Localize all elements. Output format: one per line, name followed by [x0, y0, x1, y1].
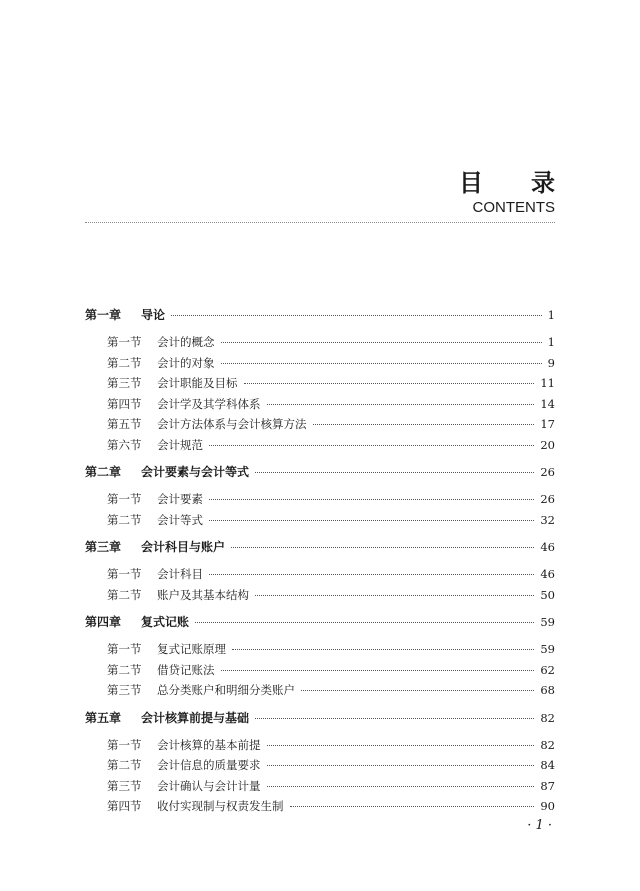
section-page-number: 90 — [540, 799, 555, 813]
leader-dots — [244, 383, 535, 384]
section-title: 会计要素 — [157, 492, 203, 506]
toc-section-entry[interactable] — [85, 373, 555, 394]
section-title: 会计的对象 — [157, 355, 215, 370]
toc-chapter-entry[interactable] — [85, 304, 555, 326]
section-page-number: 84 — [540, 758, 555, 772]
section-page-number: 1 — [547, 335, 555, 349]
toc-chapter-entry[interactable] — [85, 707, 555, 729]
leader-dots — [171, 315, 542, 316]
leader-dots — [267, 404, 535, 405]
toc-header — [459, 168, 567, 218]
section-title: 会计科目 — [157, 567, 203, 581]
leader-dots — [301, 690, 534, 691]
section-page-number: 87 — [540, 778, 555, 793]
section-number: 第三节 — [107, 778, 142, 793]
toc-section-entry[interactable] — [85, 489, 555, 510]
toc-chapter-entry[interactable] — [85, 611, 555, 633]
section-title: 会计核算的基本前提 — [157, 737, 261, 752]
section-title: 会计的概念 — [157, 335, 215, 349]
leader-dots — [267, 765, 535, 766]
page-title: 目 录 — [459, 169, 567, 197]
chapter-page-number: 59 — [540, 615, 555, 629]
section-number: 第六节 — [107, 437, 142, 452]
leader-dots — [209, 574, 534, 575]
section-page-number: 20 — [540, 437, 555, 452]
toc-section-entry[interactable] — [85, 776, 555, 797]
toc-section-entry[interactable] — [85, 796, 555, 817]
toc-section-entry[interactable] — [85, 414, 555, 435]
leader-dots — [209, 499, 534, 500]
toc-section-entry[interactable] — [85, 332, 555, 353]
toc-chapter-entry[interactable] — [85, 461, 555, 483]
section-number: 第四节 — [107, 799, 142, 813]
chapter-page-number: 1 — [547, 308, 555, 322]
leader-dots — [195, 622, 534, 623]
leader-dots — [209, 520, 534, 521]
section-title: 会计确认与会计计量 — [157, 778, 261, 793]
section-title: 会计学及其学科体系 — [157, 396, 261, 411]
section-page-number: 82 — [540, 737, 555, 752]
leader-dots — [255, 718, 534, 719]
toc-section-entry[interactable] — [85, 660, 555, 681]
section-number: 第二节 — [107, 662, 142, 677]
section-page-number: 59 — [540, 642, 555, 656]
chapter-number: 第一章 — [85, 308, 122, 322]
chapter-title: 导论 — [141, 308, 166, 322]
leader-dots — [313, 424, 535, 425]
leader-dots — [267, 786, 535, 787]
leader-dots — [209, 445, 534, 446]
chapter-title: 会计核算前提与基础 — [141, 710, 250, 725]
toc-section-entry[interactable] — [85, 353, 555, 374]
section-title: 借贷记账法 — [157, 662, 215, 677]
leader-dots — [221, 670, 535, 671]
section-page-number: 26 — [540, 492, 555, 506]
chapter-number: 第二章 — [85, 465, 122, 479]
chapter-number: 第三章 — [85, 540, 122, 554]
section-page-number: 50 — [540, 587, 555, 602]
toc-section-entry[interactable] — [85, 755, 555, 776]
section-number: 第二节 — [107, 758, 142, 772]
section-page-number: 11 — [540, 376, 555, 390]
section-title: 账户及其基本结构 — [157, 587, 249, 602]
section-title: 会计信息的质量要求 — [157, 758, 261, 772]
leader-dots — [221, 342, 542, 343]
toc-section-entry[interactable] — [85, 564, 555, 585]
chapter-page-number: 26 — [540, 465, 555, 479]
toc-section-entry[interactable] — [85, 680, 555, 701]
toc-section-entry[interactable] — [85, 585, 555, 606]
chapter-number: 第四章 — [85, 615, 122, 629]
section-number: 第三节 — [107, 376, 142, 390]
title-divider — [85, 222, 555, 223]
chapter-title: 复式记账 — [141, 615, 190, 629]
section-number: 第一节 — [107, 737, 142, 752]
section-number: 第二节 — [107, 512, 142, 527]
leader-dots — [231, 547, 534, 548]
toc-section-entry[interactable] — [85, 510, 555, 531]
section-number: 第二节 — [107, 587, 142, 602]
leader-dots — [232, 649, 534, 650]
section-number: 第三节 — [107, 683, 142, 697]
section-title: 会计职能及目标 — [157, 376, 238, 390]
section-number: 第一节 — [107, 335, 142, 349]
section-number: 第四节 — [107, 396, 142, 411]
section-title: 收付实现制与权责发生制 — [157, 799, 284, 813]
section-page-number: 17 — [540, 417, 555, 431]
section-page-number: 32 — [540, 512, 555, 527]
section-number: 第一节 — [107, 567, 142, 581]
section-title: 会计等式 — [157, 512, 203, 527]
toc-section-entry[interactable] — [85, 394, 555, 415]
toc-section-entry[interactable] — [85, 639, 555, 660]
chapter-page-number: 46 — [540, 540, 555, 554]
section-page-number: 46 — [540, 567, 555, 581]
chapter-page-number: 82 — [540, 710, 555, 725]
section-title: 总分类账户和明细分类账户 — [157, 683, 295, 697]
leader-dots — [267, 745, 535, 746]
section-page-number: 14 — [540, 396, 555, 411]
section-number: 第一节 — [107, 642, 142, 656]
section-title: 会计规范 — [157, 437, 203, 452]
toc-section-entry[interactable] — [85, 435, 555, 456]
section-number: 第二节 — [107, 355, 142, 370]
leader-dots — [255, 595, 534, 596]
page-number: · 1 · — [527, 818, 552, 833]
leader-dots — [290, 806, 535, 807]
section-title: 复式记账原理 — [157, 642, 226, 656]
chapter-title: 会计要素与会计等式 — [141, 465, 250, 479]
chapter-number: 第五章 — [85, 710, 122, 725]
section-page-number: 68 — [540, 683, 555, 697]
toc-section-entry[interactable] — [85, 735, 555, 756]
section-number: 第五节 — [107, 417, 142, 431]
toc-chapter-entry[interactable] — [85, 536, 555, 558]
page-subtitle: CONTENTS — [472, 199, 555, 216]
section-number: 第一节 — [107, 492, 142, 506]
chapter-title: 会计科目与账户 — [141, 540, 226, 554]
leader-dots — [221, 363, 542, 364]
section-page-number: 62 — [540, 662, 555, 677]
section-title: 会计方法体系与会计核算方法 — [157, 417, 307, 431]
leader-dots — [255, 472, 534, 473]
table-of-contents — [85, 304, 555, 817]
section-page-number: 9 — [547, 355, 555, 370]
